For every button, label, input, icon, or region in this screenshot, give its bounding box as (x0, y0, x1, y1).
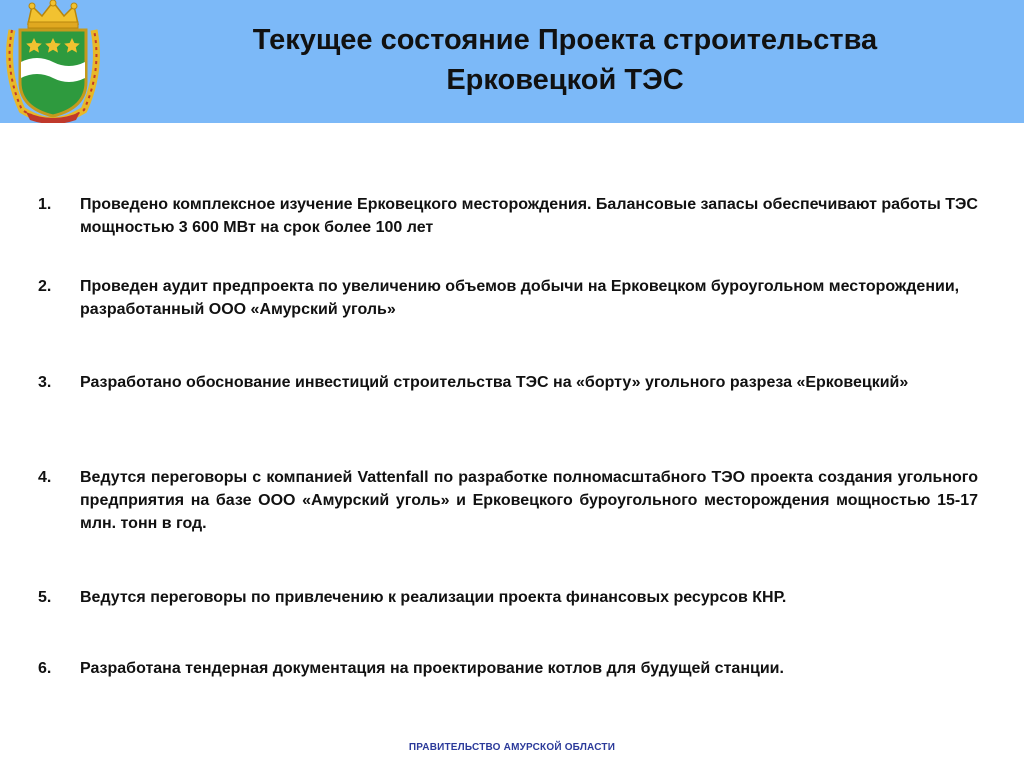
list-item-text: Ведутся переговоры по привлечению к реализации проекта финансовых ресурсов КНР. (80, 589, 787, 606)
list-item-number: 3. (38, 374, 52, 391)
list-item-number: 4. (38, 469, 52, 486)
page-title-line-2: Ерковецкой ТЭС (446, 64, 684, 96)
list-item-number: 1. (38, 196, 52, 213)
list-item-text: Проведен аудит предпроекта по увеличению объемов добычи на Ерковецком буроугольном месторождении, разработанный ООО «Амурский уголь» (80, 278, 960, 318)
footer-caption: ПРАВИТЕЛЬСТВО АМУРСКОЙ ОБЛАСТИ (408, 742, 616, 753)
list-item-text: Разработано обоснование инвестиций строительства ТЭС на «борту» угольного разреза «Ерковецкий» (80, 374, 909, 391)
list-item-text: Проведено комплексное изучение Ерковецкого месторождения. Балансовые запасы обеспечивают работы ТЭС мощностью 3 600 МВт на срок более 100 лет (80, 196, 978, 236)
page-title-line-1: Текущее состояние Проекта строительства (252, 24, 878, 56)
list-item-number: 6. (38, 660, 52, 677)
list-item-number: 2. (38, 278, 52, 295)
list-item-text: Ведутся переговоры с компанией Vattenfall по разработке полномасштабного ТЭО проекта создания угольного предприятия на базе ООО «Амурский уголь» и Ерковецкого буроугольного месторождения мощностью 15-17 млн. тонн в год. (80, 469, 978, 532)
list-item-text: Разработана тендерная документация на проектирование котлов для будущей станции. (80, 660, 784, 677)
list-item-number: 5. (38, 589, 52, 606)
